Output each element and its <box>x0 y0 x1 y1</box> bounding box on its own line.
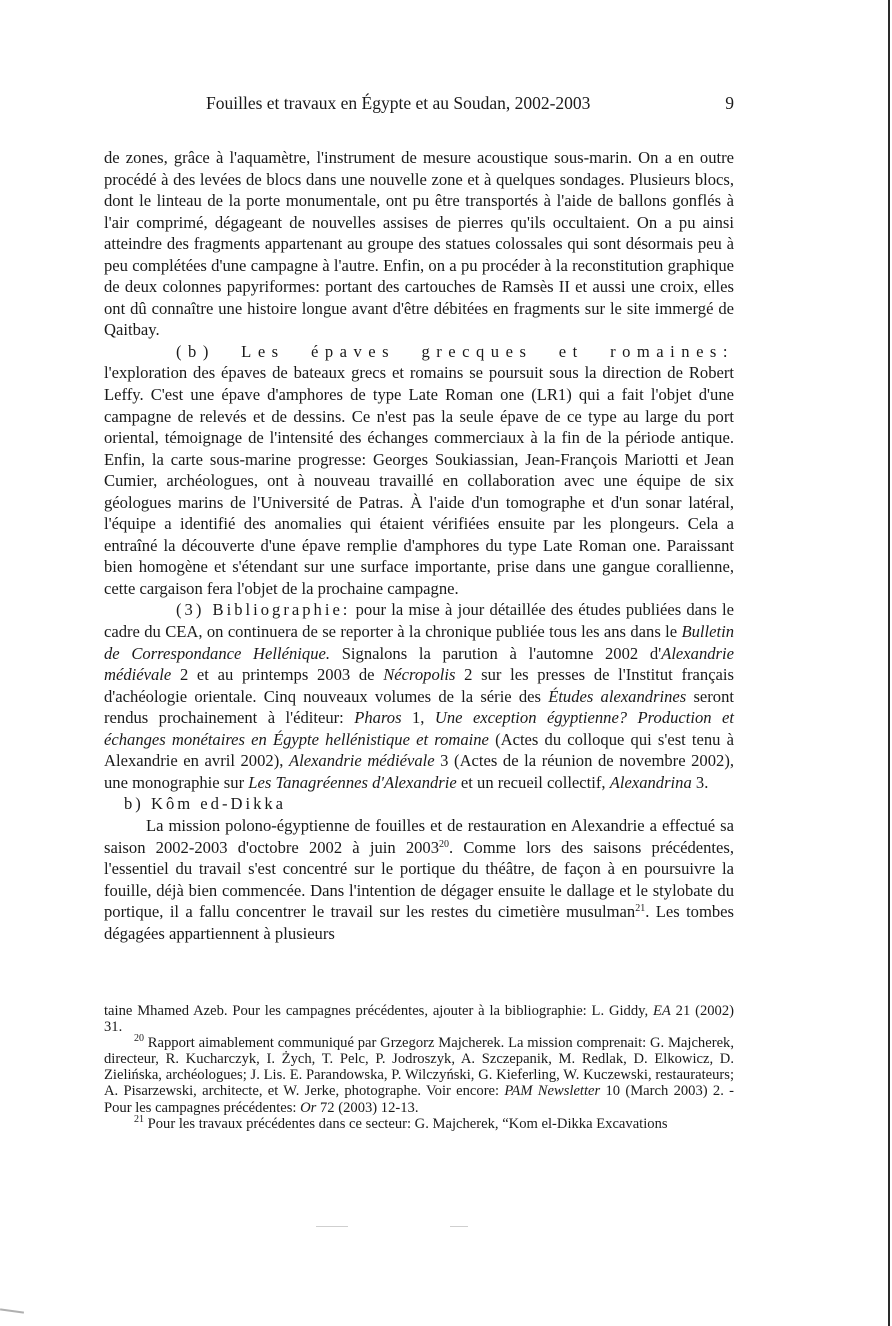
paragraph-text: l'exploration des épaves de bateaux grecs et romains se poursuit sous la direction de Robert Leffy. C'est une épave d'amphores de type Late Roman one (LR1) qui a fait l'objet d'une campagne de relevés et de dessins. Ce n'est pas la seule épave de ce type au large du port oriental, témoignage de l'intensité des échanges commerciaux à la fin de la période antique. Enfin, la carte sous-marine progresse: Georges Soukiassian, Jean-François Mariotti et Jean Cumier, archéologues, ont à nouveau travaillé en collaboration avec une équipe de six géologues marins de l'Université de Patras. À l'aide d'un tomographe et d'un sonar latéral, l'équipe a identifié des anomalies qui étaient vérifiées ensuite par les plongeurs. Cela a entraîné la découverte d'une épave remplie d'amphores du type Late Roman one. Paraissant bien homogène et s'étendant sur une surface importante, prise dans une gangue corallienne, cette cargaison fera l'objet de la prochaine campagne. <box>104 363 734 598</box>
paragraph-epaves <box>104 341 734 600</box>
text-run: et un recueil collectif, <box>456 772 610 792</box>
title-tanagreennes: Les Tanagréennes d'Alexandrie <box>248 772 457 792</box>
text-run: 21 (2002) 31. <box>104 1003 734 1036</box>
main-text <box>104 147 734 944</box>
section-label-epaves: (b) Les épaves grecques et romaines: <box>176 341 734 361</box>
scan-edge-line <box>888 0 890 1326</box>
footnote-continuation <box>104 1003 734 1035</box>
paragraph-qaitbay-continuation <box>104 147 734 341</box>
title-pharos: Pharos <box>354 708 402 728</box>
title-alexandrina: Alexandrina <box>609 772 692 792</box>
title-or: Or <box>300 1099 317 1116</box>
footnote-ref-20: 20 <box>439 838 450 850</box>
section-heading-text: b) Kôm ed-Dikka <box>124 794 287 814</box>
text-run: La mission polono-égyptienne de fouilles et de restauration en Alexandrie a effectué sa saison 2002-2003 d'octobre 2002 à juin 2003 <box>104 815 734 857</box>
text-run: Rapport aimablement communiqué par Grzegorz Majcherek. La mission comprenait: G. Majcherek, directeur, R. Kucharczyk, I. Żych, T. Pelc, P. Jodroszyk, A. Szczepanik, M. Redlak, D. Elkowicz, D. Zielińska, archéologues; J. Lis. E. Parandowska, P. Wilczyński, G. Kieferling, W. Kuczewski, restaurateurs; A. Pisarzewski, architecte, et W. Jerke, photographe. Voir encore: <box>104 1035 734 1100</box>
title-bch: Bulletin de Correspondance Hellénique. <box>104 622 734 663</box>
title-alexandrie-medievale-3: Alexandrie médiévale <box>288 751 435 771</box>
footnote-20 <box>104 1035 734 1115</box>
text-run: 72 (2003) 12-13. <box>316 1099 419 1116</box>
footnote-ref-21: 21 <box>635 903 646 915</box>
scan-corner-mark <box>0 1308 24 1313</box>
footnote-number-21: 21 <box>134 1113 144 1125</box>
footnotes <box>104 1003 734 1132</box>
scan-speck <box>316 1226 348 1227</box>
title-necropolis: Nécropolis <box>383 665 456 685</box>
paragraph-bibliographie <box>104 599 734 793</box>
text-run: (Actes du colloque qui s'est tenu à Alexandrie en avril 2002), <box>104 729 734 771</box>
paragraph-kom-ed-dikka <box>104 815 734 944</box>
text-run: . Comme lors des saisons précédentes, l'essentiel du travail s'est concentré sur le portique du théâtre, de façon à en poursuivre la fouille, déjà bien commencée. Dans l'intention de dégager ensuite le dallage et le stylobate du portique, il a fallu concentrer le travail sur les restes du cimetière musulman <box>104 837 734 922</box>
title-ea: EA <box>652 1003 671 1019</box>
running-title: Fouilles et travaux en Égypte et au Soudan, 2002-2003 <box>206 93 591 113</box>
text-run: taine Mhamed Azeb. Pour les campagnes précédentes, ajouter à la bibliographie: L. Giddy, <box>104 1003 653 1019</box>
text-run: Pour les travaux précédentes dans ce secteur: G. Majcherek, “Kom el-Dikka Excavations <box>144 1115 668 1132</box>
title-pam-newsletter: PAM Newsletter <box>504 1083 601 1100</box>
text-run: 2 sur les presses de l'Institut français d'achéologie orientale. Cinq nouveaux volumes de la série des <box>104 665 734 706</box>
text-run: . Les tombes dégagées appartiennent à plusieurs <box>104 902 735 943</box>
text-run: pour la mise à jour détaillée des études publiées dans le cadre du CEA, on continuera de se reporter à la chronique publiée tous les ans dans le <box>104 600 734 642</box>
text-run: 1, <box>401 708 435 728</box>
page-header <box>106 93 734 117</box>
text-run: 3 (Actes de la réunion de novembre 2002), une monographie sur <box>104 751 734 792</box>
text-run: 2 et au printemps 2003 de <box>171 665 384 685</box>
text-run: seront rendus prochainement à l'éditeur: <box>104 686 735 728</box>
paragraph-text: de zones, grâce à l'aquamètre, l'instrument de mesure acoustique sous-marin. On a en outre procédé à des levées de blocs dans une nouvelle zone et à quelques sondages. Plusieurs blocs, dont le linteau de la porte monumentale, ont pu être transportés à l'aide de ballons gonflés à l'air comprimé, dégageant de nouvelles assises de pierres qu'ils occultaient. On a pu ainsi atteindre des fragments appartenant au groupe des statues colossales qui sont désormais peu à peu complétées d'une campagne à l'autre. Enfin, on a pu procéder à la reconstitution graphique de deux colonnes papyriformes: portant des cartouches de Ramsès II et aussi une croix, elles ont dû connaître une histoire longue avant d'être débitées en fragments sur le site immergé de Qaitbay. <box>104 148 734 340</box>
text-run: Signalons la parution à l'automne 2002 d' <box>330 643 662 663</box>
title-etudes-alexandrines: Études alexandrines <box>548 686 687 706</box>
scan-speck <box>450 1226 468 1227</box>
title-alexandrie-medievale: Alexandrie médiévale <box>104 643 734 685</box>
title-une-exception: Une exception égyptienne? Production et échanges monétaires en Égypte hellénistique et romaine <box>104 708 734 749</box>
text-run: 3. <box>691 772 709 792</box>
text-run: 10 (March 2003) 2. - Pour les campagnes précédentes: <box>104 1083 734 1116</box>
section-heading-kom-ed-dikka <box>104 793 734 815</box>
page-number: 9 <box>725 93 734 113</box>
footnote-number-20: 20 <box>134 1033 144 1045</box>
footnote-21 <box>104 1113 734 1132</box>
section-label-bibliographie: (3) Bibliographie: <box>176 600 351 620</box>
